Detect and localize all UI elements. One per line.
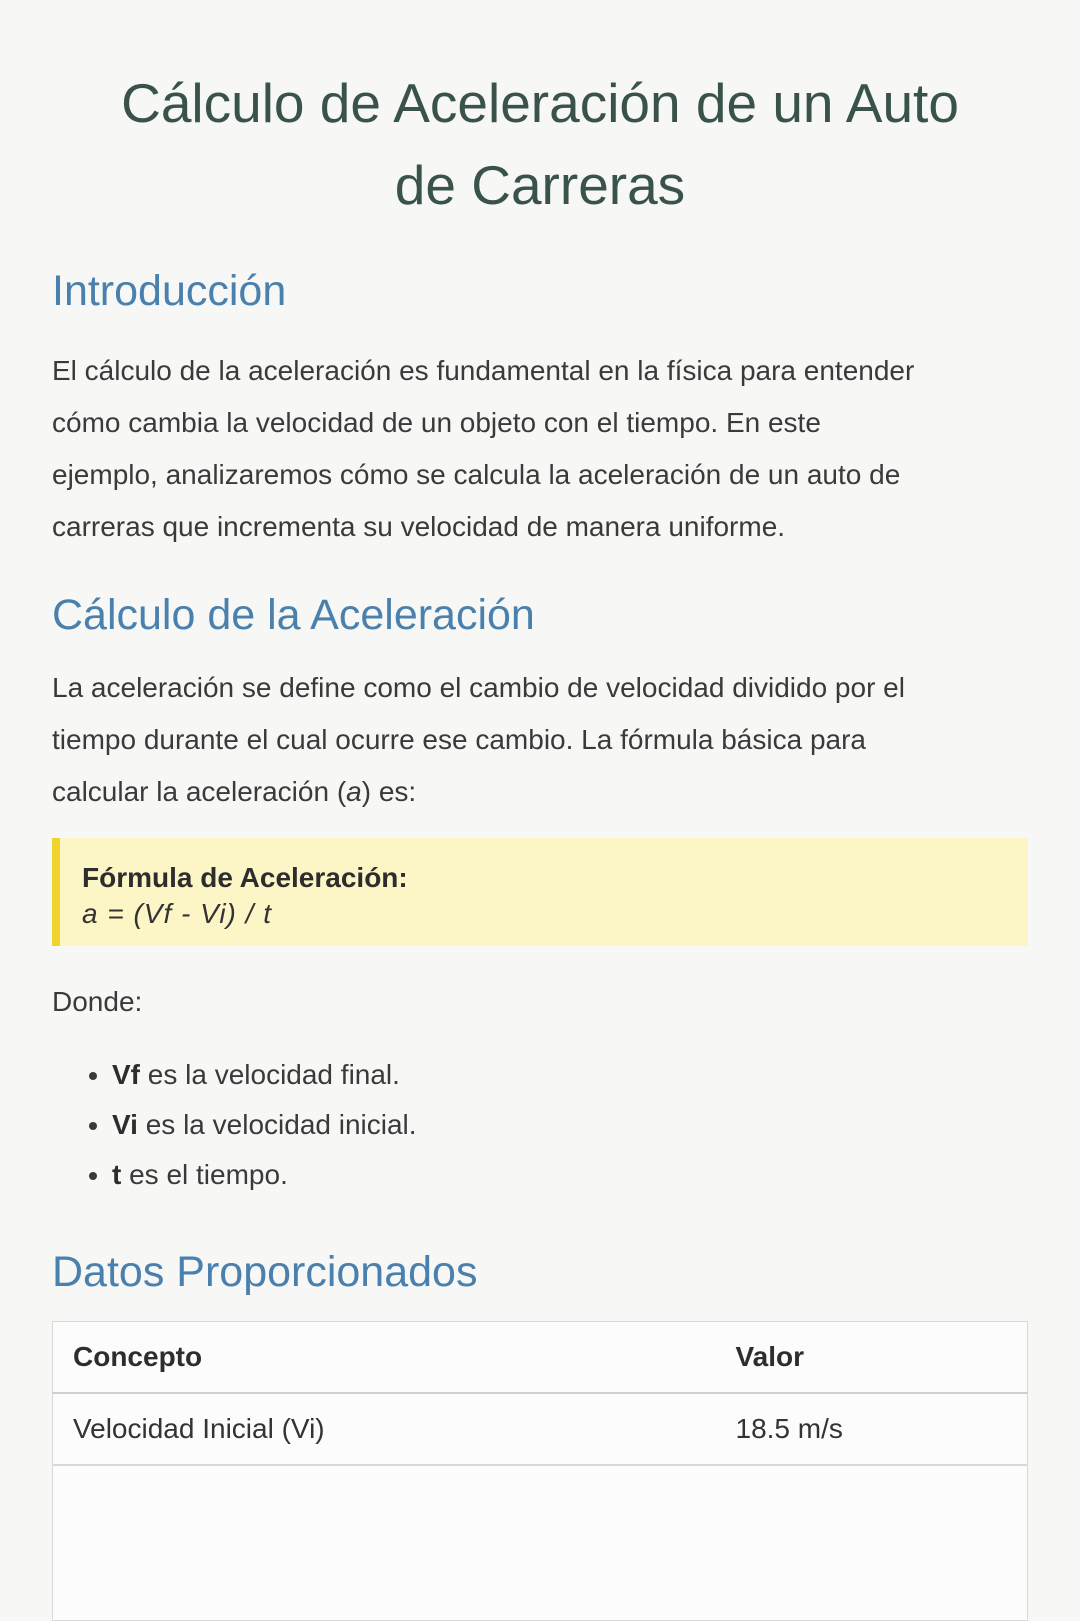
paragraph-line: El cálculo de la aceleración es fundamental en la física para entender — [52, 355, 915, 386]
table-header-valor: Valor — [716, 1322, 1028, 1394]
section-heading-introduccion: Introducción — [52, 267, 287, 315]
data-table — [52, 1321, 1028, 1621]
page-title-line-1: Cálculo de Aceleración de un Auto — [121, 72, 959, 134]
paragraph-line: ejemplo, analizaremos cómo se calcula la aceleración de un auto de — [52, 459, 901, 490]
page-title — [52, 0, 1028, 226]
introduccion-paragraph — [52, 345, 1028, 553]
formula-callout-box — [52, 838, 1028, 946]
variable-definitions-list — [52, 1050, 1028, 1200]
table-cell-valor: 18.5 m/s — [716, 1393, 1028, 1465]
paragraph-line: La aceleración se define como el cambio de velocidad dividido por el — [52, 672, 905, 703]
term-t: t — [112, 1159, 122, 1190]
paragraph-text: ) es: — [361, 776, 417, 807]
term-vi: Vi — [112, 1109, 138, 1140]
acceleration-variable: a — [346, 776, 362, 807]
table-cell-empty — [53, 1465, 716, 1621]
table-cell-concepto: Velocidad Inicial (Vi) — [53, 1393, 716, 1465]
paragraph-line — [52, 766, 1028, 818]
formula-expression: a = (Vf - Vi) / t — [82, 898, 272, 929]
where-label: Donde: — [52, 986, 143, 1017]
table-header-row — [53, 1322, 1028, 1394]
definition-text: es la velocidad inicial. — [137, 1109, 417, 1140]
term-vf: Vf — [112, 1059, 140, 1090]
table-row — [53, 1393, 1028, 1465]
paragraph-text: calcular la aceleración ( — [52, 776, 347, 807]
list-item-vi — [112, 1100, 1028, 1150]
definition-text: es la velocidad final. — [140, 1059, 400, 1090]
paragraph-line: cómo cambia la velocidad de un objeto con el tiempo. En este — [52, 407, 821, 438]
page-title-line-2: de Carreras — [394, 154, 686, 216]
calculo-paragraph — [52, 662, 1028, 818]
list-item-vf — [112, 1050, 1028, 1100]
definition-text: es el tiempo. — [121, 1159, 288, 1190]
section-heading-calculo-aceleracion: Cálculo de la Aceleración — [52, 591, 535, 639]
list-item-t — [112, 1150, 1028, 1200]
formula-label: Fórmula de Aceleración: — [82, 862, 408, 893]
paragraph-line: tiempo durante el cual ocurre ese cambio. La fórmula básica para — [52, 724, 866, 755]
paragraph-line: carreras que incrementa su velocidad de manera uniforme. — [52, 511, 786, 542]
table-row-cutoff — [53, 1465, 1028, 1621]
table-header-concepto: Concepto — [53, 1322, 716, 1394]
section-heading-datos-proporcionados: Datos Proporcionados — [52, 1248, 478, 1296]
table-cell-empty — [716, 1465, 1028, 1621]
